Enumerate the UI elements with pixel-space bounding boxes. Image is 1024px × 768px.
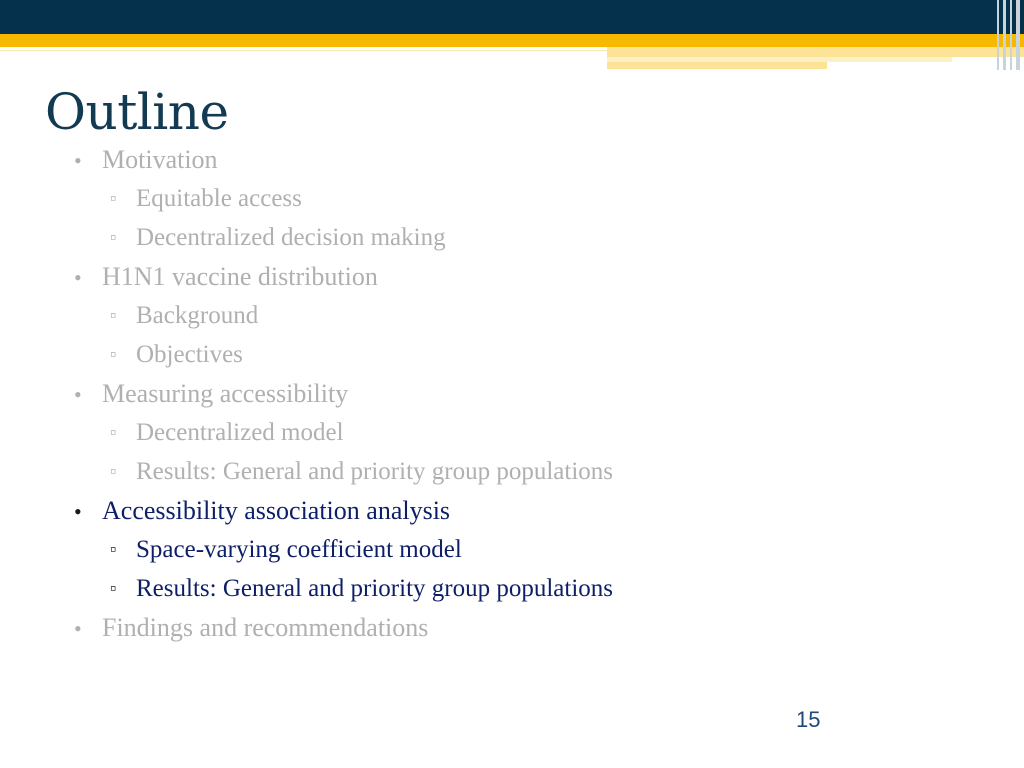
outline-subitem	[110, 340, 243, 371]
square-bullet-icon: ▫	[110, 539, 117, 559]
outline-item-text: Results: General and priority group populations	[136, 458, 614, 485]
outline-subitem	[110, 418, 344, 449]
outline-item-text: Accessibility association analysis	[102, 496, 451, 525]
outline-subitem	[110, 574, 613, 605]
outline-item-text: Background	[136, 302, 259, 329]
square-bullet-icon: ▫	[110, 305, 117, 325]
bullet-icon: •	[74, 265, 82, 290]
outline-subitem	[110, 535, 462, 566]
header-thin-line	[0, 50, 607, 51]
bullet-icon: •	[74, 148, 82, 173]
bullet-icon: •	[74, 616, 82, 641]
bullet-icon: •	[74, 499, 82, 524]
outline-item	[74, 613, 428, 644]
outline-subitem	[110, 184, 302, 215]
outline-subitem	[110, 457, 613, 488]
square-bullet-icon: ▫	[110, 188, 117, 208]
outline-item-text: Motivation	[102, 145, 218, 174]
outline-item	[74, 262, 378, 293]
square-bullet-icon: ▫	[110, 422, 117, 442]
outline-item-text: Findings and recommendations	[102, 613, 429, 642]
bullet-icon: •	[74, 382, 82, 407]
outline-item	[74, 379, 348, 410]
header-gold-strip-lower	[607, 62, 827, 69]
square-bullet-icon: ▫	[110, 344, 117, 364]
outline-item-text: Equitable access	[136, 185, 302, 212]
outline-item-text: Measuring accessibility	[102, 379, 349, 408]
square-bullet-icon: ▫	[110, 227, 117, 247]
header-gold-band	[0, 34, 1024, 47]
outline-item-text: Decentralized model	[136, 419, 344, 446]
square-bullet-icon: ▫	[110, 461, 117, 481]
outline-item	[74, 145, 218, 176]
header-vertical-line	[997, 0, 999, 70]
square-bullet-icon: ▫	[110, 578, 117, 598]
header-navy-bar	[0, 0, 1024, 34]
outline-item-text: Results: General and priority group populations	[136, 575, 614, 602]
header-vertical-line	[1016, 0, 1020, 70]
outline-subitem	[110, 223, 446, 254]
outline-item-text: Space-varying coefficient model	[136, 536, 462, 563]
outline-item-text: H1N1 vaccine distribution	[102, 262, 378, 291]
outline-subitem	[110, 301, 258, 332]
slide-title: Outline	[45, 83, 229, 141]
outline-item-text: Decentralized decision making	[136, 224, 446, 251]
header-vertical-line	[1010, 0, 1012, 70]
outline-item-text: Objectives	[136, 341, 243, 368]
header-gold-strip	[607, 47, 1024, 57]
page-number: 15	[796, 707, 821, 732]
outline-item	[74, 496, 450, 527]
header-vertical-line	[1003, 0, 1006, 70]
